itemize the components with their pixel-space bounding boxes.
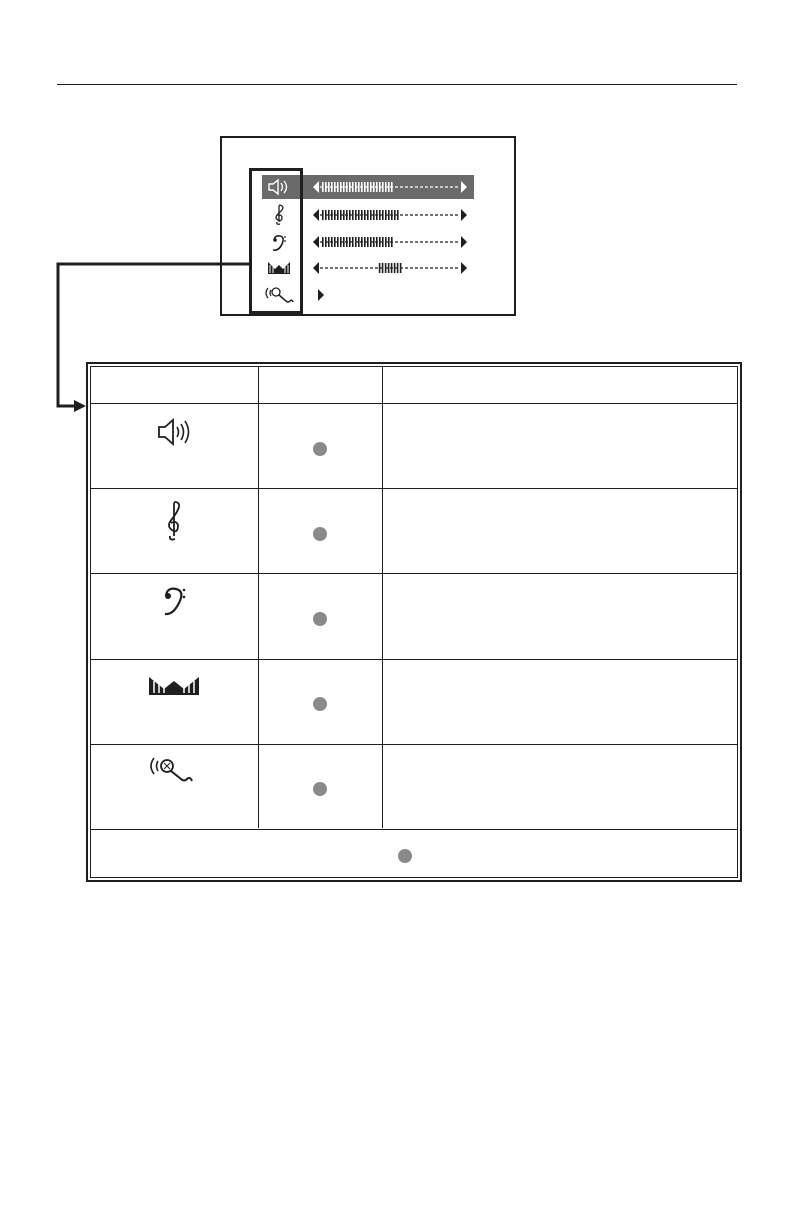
slider-fill-tick [379,237,381,247]
indicator-dot [313,612,327,626]
slider-right-arrow [461,209,467,221]
slider-fill-tick [325,210,327,220]
indicator-dot [313,697,327,711]
indicator-dot [398,849,412,863]
slider-fill-tick [355,182,357,192]
slider-fill-tick [343,237,345,247]
slider-left-arrow [313,209,319,221]
slider-fill-tick [361,210,363,220]
volume-slider[interactable] [312,180,472,194]
slider-fill-tick [394,263,396,273]
menu-table [86,362,742,882]
slider-fill-tick [382,182,384,192]
slider-fill-tick [346,237,348,247]
indicator-dot [313,782,327,796]
indicator-dot [313,442,327,456]
slider-fill-tick [364,182,366,192]
slider-fill-tick [382,237,384,247]
slider-fill-tick [370,237,372,247]
slider-fill-tick [367,237,369,247]
balance-slider[interactable] [312,261,472,275]
slider-fill-tick [346,210,348,220]
slider-fill-tick [328,237,330,247]
slider-fill-tick [331,182,333,192]
slider-fill-tick [391,237,393,247]
bass-slider[interactable] [312,235,472,249]
slider-fill-tick [352,182,354,192]
slider-fill-tick [337,237,339,247]
slider-right-arrow [461,181,467,193]
slider-fill-tick [349,210,351,220]
table-row [91,417,257,452]
slider-fill-tick [349,237,351,247]
slider-fill-tick [340,210,342,220]
slider-fill-tick [358,210,360,220]
slider-fill-tick [385,182,387,192]
slider-fill-tick [325,182,327,192]
slider-fill-tick [394,210,396,220]
slider-fill-tick [379,210,381,220]
slider-fill-tick [370,210,372,220]
slider-fill-tick [373,210,375,220]
slider-fill-tick [382,210,384,220]
treble-clef-icon [164,499,184,548]
slider-fill-tick [388,263,390,273]
slider-fill-tick [334,210,336,220]
slider-fill-tick [391,182,393,192]
slider-fill-tick [352,237,354,247]
slider-fill-tick [349,182,351,192]
slider-fill-tick [391,263,393,273]
slider-fill-tick [322,210,324,220]
speaker-volume-icon [156,417,192,452]
slider-fill-tick [379,182,381,192]
slider-left-arrow [313,236,319,248]
slider-fill-tick [331,237,333,247]
slider-right-arrow [461,236,467,248]
slider-fill-tick [322,237,324,247]
slider-fill-tick [328,182,330,192]
slider-right-arrow [461,262,467,274]
slider-fill-tick [373,182,375,192]
slider-fill-tick [352,210,354,220]
slider-fill-tick [355,237,357,247]
slider-fill-tick [337,210,339,220]
slider-fill-tick [343,210,345,220]
slider-fill-tick [367,182,369,192]
treble-slider[interactable] [312,208,472,222]
slider-fill-tick [328,210,330,220]
slider-fill-tick [385,237,387,247]
top-rule [57,84,737,85]
slider-fill-tick [376,237,378,247]
slider-fill-tick [355,210,357,220]
slider-fill-tick [358,237,360,247]
slider-fill-tick [397,210,399,220]
slider-fill-tick [334,182,336,192]
slider-fill-tick [388,210,390,220]
table-header-description [383,367,739,403]
slider-fill-tick [376,182,378,192]
slider-fill-tick [382,263,384,273]
slider-fill-tick [367,210,369,220]
table-footer [91,831,737,877]
slider-fill-tick [373,237,375,247]
microphone-submenu-arrow[interactable] [312,288,472,302]
slider-fill-tick [379,263,381,273]
slider-fill-tick [346,182,348,192]
slider-fill-tick [388,182,390,192]
balance-icon [147,675,201,702]
slider-fill-tick [391,210,393,220]
slider-fill-tick [340,182,342,192]
slider-fill-tick [400,263,402,273]
table-header-control [259,367,381,403]
slider-fill-tick [334,237,336,247]
slider-fill-tick [388,237,390,247]
microphone-icon [146,753,202,792]
slider-fill-tick [385,210,387,220]
slider-fill-tick [331,210,333,220]
slider-fill-tick [397,263,399,273]
slider-fill-tick [385,263,387,273]
slider-fill-tick [337,182,339,192]
slider-fill-tick [364,237,366,247]
table-row [91,499,257,548]
slider-left-arrow [313,181,319,193]
table-header-icon [91,367,257,403]
slider-fill-tick [340,237,342,247]
table-row [91,675,257,702]
slider-fill-tick [358,182,360,192]
bass-clef-icon [160,583,188,622]
slider-fill-tick [370,182,372,192]
slider-fill-tick [325,237,327,247]
slider-fill-tick [364,210,366,220]
slider-fill-tick [343,182,345,192]
slider-fill-tick [376,210,378,220]
slider-left-arrow [313,262,319,274]
table-row [91,753,257,792]
slider-fill-tick [361,237,363,247]
indicator-dot [313,527,327,541]
icon-column-highlight [249,168,303,314]
slider-fill-tick [322,182,324,192]
table-row [91,583,257,622]
slider-fill-tick [361,182,363,192]
